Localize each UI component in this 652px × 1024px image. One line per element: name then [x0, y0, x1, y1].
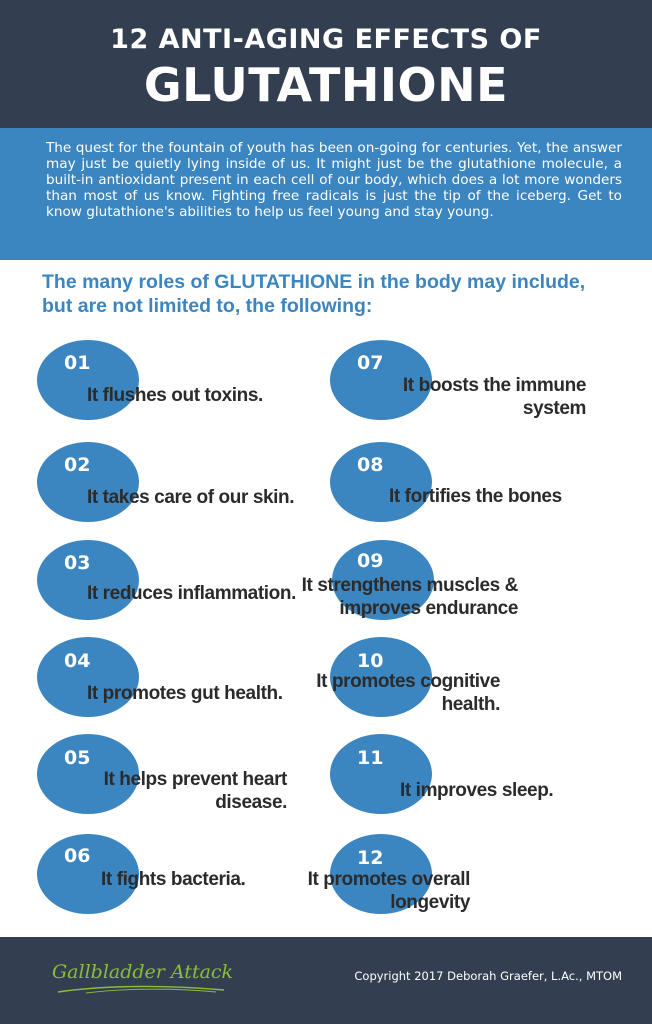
item-label-line-1: It strengthens muscles &: [301, 575, 518, 596]
number-circle: [330, 734, 432, 814]
section-subheading: The many roles of GLUTATHIONE in the body may include, but are not limited to, the following:: [42, 271, 586, 317]
item-label: [268, 574, 518, 620]
item-number: 02: [64, 454, 91, 476]
item-number: 11: [357, 747, 384, 769]
item-number: 07: [357, 352, 384, 374]
item-number: 04: [64, 650, 91, 672]
gallbladder-attack-logo[interactable]: Gallbladder Attack: [52, 961, 234, 983]
item-label-line-1: It promotes cognitive: [316, 671, 500, 692]
item-label-line-2: longevity: [390, 892, 470, 913]
item-number: 01: [64, 352, 91, 374]
item-label: It fights bacteria.: [101, 869, 246, 890]
item-label: It fortifies the bones: [389, 486, 562, 507]
logo-swoosh-icon: [56, 983, 226, 995]
item-label: It takes care of our skin.: [87, 487, 295, 508]
item-label-line-2: improves endurance: [339, 598, 518, 619]
item-label: It flushes out toxins.: [87, 385, 263, 406]
footer-bar: [0, 937, 652, 1024]
item-label: [260, 670, 500, 716]
item-label: It reduces inflammation.: [87, 583, 296, 604]
item-label: [230, 868, 470, 914]
item-label-line-2: system: [522, 398, 586, 419]
item-label-line-2: health.: [441, 694, 500, 715]
item-label-line-1: It boosts the immune: [402, 375, 586, 396]
title-line-1: 12 ANTI-AGING EFFECTS OF: [110, 24, 542, 55]
intro-paragraph: The quest for the fountain of youth has been on-going for centuries. Yet, the answer may just be quietly lying inside of us. It might just be the glutathione molecule, a built-in antioxidant present in each cell of our body, which does a lot more wonders than most of us know. Fighting free radicals is just the tip of the iceberg. Get to know glutathione's abilities to help us feel young and stay young.: [0, 128, 652, 260]
number-circle: [37, 637, 139, 717]
item-label-line-2: disease.: [215, 792, 287, 813]
item-label-line-1: It promotes overall: [307, 869, 470, 890]
item-number: 06: [64, 845, 91, 867]
item-label: [47, 768, 287, 814]
header-banner: [0, 0, 652, 128]
item-number: 03: [64, 552, 91, 574]
title-line-2: GLUTATHIONE: [143, 58, 509, 112]
copyright-text: Copyright 2017 Deborah Graefer, L.Ac., MTOM: [354, 969, 622, 983]
item-label-line-1: It helps prevent heart: [103, 769, 287, 790]
item-number: 08: [357, 454, 384, 476]
item-label: It improves sleep.: [400, 780, 554, 801]
item-number: 10: [357, 650, 384, 672]
item-label: It promotes gut health.: [87, 683, 283, 704]
item-number: 12: [357, 847, 384, 869]
item-number: 05: [64, 747, 91, 769]
item-label: [336, 374, 586, 420]
item-number: 09: [357, 550, 384, 572]
